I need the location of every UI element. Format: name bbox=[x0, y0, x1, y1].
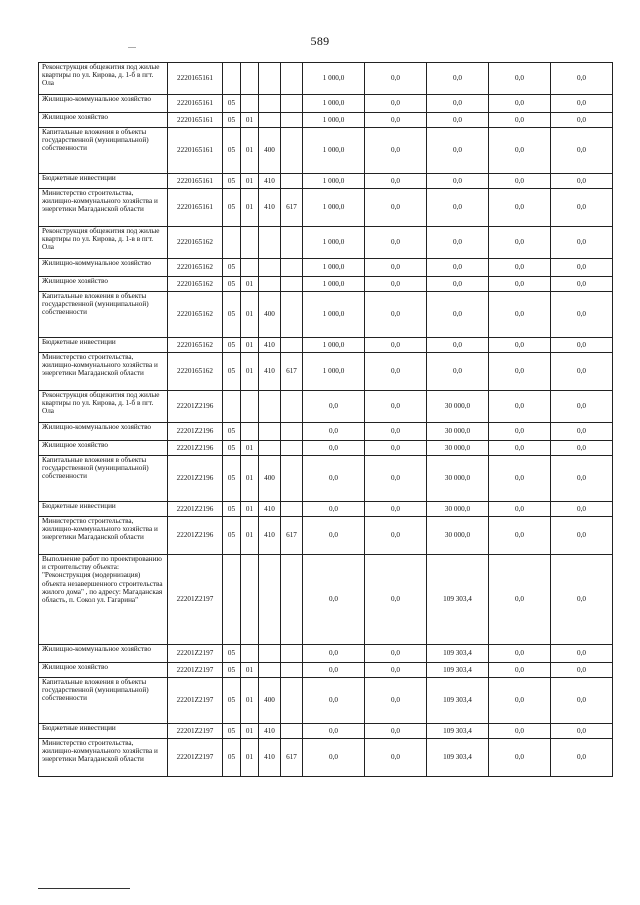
target-article-code: 22201Z2196 bbox=[168, 441, 223, 456]
row-name: Министерство строительства, жилищно-коммунального хозяйства и энергетики Магаданской области bbox=[39, 739, 168, 777]
table-row bbox=[39, 739, 613, 777]
expense-type-code: 400 bbox=[259, 456, 281, 502]
section-code: 05 bbox=[223, 113, 241, 128]
amount-col-5: 0,0 bbox=[551, 128, 613, 174]
amount-col-4: 0,0 bbox=[489, 95, 551, 113]
administrator-code bbox=[281, 456, 303, 502]
section-code: 05 bbox=[223, 724, 241, 739]
expense-type-code bbox=[259, 259, 281, 277]
section-code bbox=[223, 391, 241, 423]
section-code: 05 bbox=[223, 739, 241, 777]
amount-col-3: 30 000,0 bbox=[427, 456, 489, 502]
row-name: Жилищно-коммунальное хозяйство bbox=[39, 259, 168, 277]
target-article-code: 2220165161 bbox=[168, 113, 223, 128]
amount-col-3: 109 303,4 bbox=[427, 724, 489, 739]
subsection-code bbox=[241, 227, 259, 259]
target-article-code: 2220165161 bbox=[168, 174, 223, 189]
administrator-code bbox=[281, 227, 303, 259]
subsection-code bbox=[241, 555, 259, 645]
amount-col-3: 0,0 bbox=[427, 113, 489, 128]
amount-col-4: 0,0 bbox=[489, 555, 551, 645]
row-name: Реконструкция общежития под жилые квартиры по ул. Кирова, д. 1-б в пгт. Ола bbox=[39, 63, 168, 95]
expense-type-code bbox=[259, 441, 281, 456]
amount-col-5: 0,0 bbox=[551, 441, 613, 456]
administrator-code bbox=[281, 555, 303, 645]
expense-type-code bbox=[259, 277, 281, 292]
amount-col-1: 1 000,0 bbox=[303, 292, 365, 338]
expense-type-code bbox=[259, 95, 281, 113]
target-article-code: 2220165161 bbox=[168, 128, 223, 174]
row-name: Жилищно-коммунальное хозяйство bbox=[39, 95, 168, 113]
amount-col-3: 0,0 bbox=[427, 259, 489, 277]
administrator-code bbox=[281, 292, 303, 338]
amount-col-1: 1 000,0 bbox=[303, 353, 365, 391]
target-article-code: 2220165162 bbox=[168, 277, 223, 292]
amount-col-2: 0,0 bbox=[365, 227, 427, 259]
amount-col-4: 0,0 bbox=[489, 259, 551, 277]
amount-col-1: 1 000,0 bbox=[303, 128, 365, 174]
amount-col-3: 0,0 bbox=[427, 63, 489, 95]
target-article-code: 22201Z2197 bbox=[168, 663, 223, 678]
target-article-code: 22201Z2197 bbox=[168, 555, 223, 645]
amount-col-2: 0,0 bbox=[365, 259, 427, 277]
administrator-code bbox=[281, 277, 303, 292]
administrator-code: 617 bbox=[281, 517, 303, 555]
amount-col-3: 0,0 bbox=[427, 338, 489, 353]
table-row bbox=[39, 189, 613, 227]
administrator-code bbox=[281, 113, 303, 128]
amount-col-3: 109 303,4 bbox=[427, 645, 489, 663]
amount-col-4: 0,0 bbox=[489, 645, 551, 663]
section-code: 05 bbox=[223, 678, 241, 724]
amount-col-1: 0,0 bbox=[303, 456, 365, 502]
amount-col-1: 0,0 bbox=[303, 517, 365, 555]
amount-col-5: 0,0 bbox=[551, 292, 613, 338]
amount-col-1: 1 000,0 bbox=[303, 174, 365, 189]
amount-col-5: 0,0 bbox=[551, 517, 613, 555]
section-code: 05 bbox=[223, 338, 241, 353]
row-name: Жилищное хозяйство bbox=[39, 113, 168, 128]
row-name: Жилищное хозяйство bbox=[39, 663, 168, 678]
amount-col-2: 0,0 bbox=[365, 174, 427, 189]
amount-col-4: 0,0 bbox=[489, 739, 551, 777]
administrator-code: 617 bbox=[281, 353, 303, 391]
expense-type-code bbox=[259, 663, 281, 678]
amount-col-2: 0,0 bbox=[365, 113, 427, 128]
amount-col-5: 0,0 bbox=[551, 277, 613, 292]
row-name: Бюджетные инвестиции bbox=[39, 338, 168, 353]
table-row bbox=[39, 724, 613, 739]
section-code: 05 bbox=[223, 189, 241, 227]
table-row bbox=[39, 456, 613, 502]
page-number: 589 bbox=[310, 34, 330, 48]
amount-col-1: 1 000,0 bbox=[303, 113, 365, 128]
amount-col-4: 0,0 bbox=[489, 502, 551, 517]
row-name: Выполнение работ по проектированию и строительству объекта: "Реконструкция (модернизация) объекта незавершенного строительства жилого дома" , по адресу: Магаданская область, п. Сокол ул. Гагарина" bbox=[39, 555, 168, 645]
expense-type-code: 400 bbox=[259, 292, 281, 338]
target-article-code: 2220165162 bbox=[168, 353, 223, 391]
amount-col-3: 109 303,4 bbox=[427, 555, 489, 645]
subsection-code bbox=[241, 95, 259, 113]
amount-col-3: 0,0 bbox=[427, 227, 489, 259]
expense-type-code: 410 bbox=[259, 338, 281, 353]
amount-col-5: 0,0 bbox=[551, 456, 613, 502]
expense-type-code: 410 bbox=[259, 724, 281, 739]
section-code: 05 bbox=[223, 128, 241, 174]
administrator-code bbox=[281, 663, 303, 678]
amount-col-1: 1 000,0 bbox=[303, 63, 365, 95]
administrator-code bbox=[281, 63, 303, 95]
amount-col-5: 0,0 bbox=[551, 95, 613, 113]
amount-col-2: 0,0 bbox=[365, 391, 427, 423]
amount-col-1: 0,0 bbox=[303, 678, 365, 724]
amount-col-5: 0,0 bbox=[551, 555, 613, 645]
amount-col-4: 0,0 bbox=[489, 277, 551, 292]
row-name: Капитальные вложения в объекты государственной (муниципальной) собственности bbox=[39, 456, 168, 502]
subsection-code bbox=[241, 645, 259, 663]
table-row bbox=[39, 502, 613, 517]
amount-col-2: 0,0 bbox=[365, 517, 427, 555]
amount-col-5: 0,0 bbox=[551, 678, 613, 724]
amount-col-2: 0,0 bbox=[365, 63, 427, 95]
amount-col-2: 0,0 bbox=[365, 555, 427, 645]
section-code: 05 bbox=[223, 95, 241, 113]
amount-col-1: 0,0 bbox=[303, 739, 365, 777]
amount-col-4: 0,0 bbox=[489, 128, 551, 174]
administrator-code: 617 bbox=[281, 739, 303, 777]
target-article-code: 22201Z2196 bbox=[168, 517, 223, 555]
table-row bbox=[39, 174, 613, 189]
amount-col-5: 0,0 bbox=[551, 63, 613, 95]
target-article-code: 22201Z2197 bbox=[168, 724, 223, 739]
row-name: Жилищно-коммунальное хозяйство bbox=[39, 423, 168, 441]
amount-col-2: 0,0 bbox=[365, 739, 427, 777]
amount-col-2: 0,0 bbox=[365, 502, 427, 517]
amount-col-4: 0,0 bbox=[489, 456, 551, 502]
amount-col-1: 1 000,0 bbox=[303, 227, 365, 259]
expense-type-code: 400 bbox=[259, 678, 281, 724]
section-code: 05 bbox=[223, 517, 241, 555]
subsection-code: 01 bbox=[241, 353, 259, 391]
section-code: 05 bbox=[223, 292, 241, 338]
subsection-code bbox=[241, 63, 259, 95]
amount-col-2: 0,0 bbox=[365, 338, 427, 353]
administrator-code bbox=[281, 423, 303, 441]
row-name: Капитальные вложения в объекты государственной (муниципальной) собственности bbox=[39, 128, 168, 174]
amount-col-5: 0,0 bbox=[551, 663, 613, 678]
subsection-code bbox=[241, 259, 259, 277]
section-code: 05 bbox=[223, 353, 241, 391]
administrator-code bbox=[281, 441, 303, 456]
amount-col-5: 0,0 bbox=[551, 113, 613, 128]
amount-col-3: 109 303,4 bbox=[427, 663, 489, 678]
amount-col-1: 1 000,0 bbox=[303, 95, 365, 113]
expense-type-code bbox=[259, 645, 281, 663]
table-row bbox=[39, 277, 613, 292]
subsection-code: 01 bbox=[241, 441, 259, 456]
table-row bbox=[39, 517, 613, 555]
amount-col-3: 0,0 bbox=[427, 128, 489, 174]
target-article-code: 22201Z2196 bbox=[168, 391, 223, 423]
amount-col-1: 0,0 bbox=[303, 555, 365, 645]
row-name: Министерство строительства, жилищно-коммунального хозяйства и энергетики Магаданской области bbox=[39, 189, 168, 227]
table-row bbox=[39, 423, 613, 441]
amount-col-5: 0,0 bbox=[551, 353, 613, 391]
table-row bbox=[39, 391, 613, 423]
administrator-code bbox=[281, 645, 303, 663]
amount-col-4: 0,0 bbox=[489, 663, 551, 678]
subsection-code: 01 bbox=[241, 277, 259, 292]
amount-col-3: 109 303,4 bbox=[427, 739, 489, 777]
amount-col-3: 30 000,0 bbox=[427, 502, 489, 517]
amount-col-5: 0,0 bbox=[551, 259, 613, 277]
amount-col-1: 1 000,0 bbox=[303, 259, 365, 277]
amount-col-5: 0,0 bbox=[551, 645, 613, 663]
amount-col-4: 0,0 bbox=[489, 63, 551, 95]
amount-col-2: 0,0 bbox=[365, 441, 427, 456]
row-name: Министерство строительства, жилищно-коммунального хозяйства и энергетики Магаданской области bbox=[39, 353, 168, 391]
subsection-code: 01 bbox=[241, 174, 259, 189]
target-article-code: 2220165161 bbox=[168, 95, 223, 113]
administrator-code bbox=[281, 128, 303, 174]
amount-col-1: 0,0 bbox=[303, 724, 365, 739]
row-name: Бюджетные инвестиции bbox=[39, 724, 168, 739]
amount-col-1: 1 000,0 bbox=[303, 338, 365, 353]
amount-col-4: 0,0 bbox=[489, 678, 551, 724]
target-article-code: 22201Z2197 bbox=[168, 739, 223, 777]
amount-col-3: 109 303,4 bbox=[427, 678, 489, 724]
subsection-code: 01 bbox=[241, 663, 259, 678]
expense-type-code bbox=[259, 391, 281, 423]
amount-col-1: 0,0 bbox=[303, 502, 365, 517]
expense-type-code: 410 bbox=[259, 502, 281, 517]
target-article-code: 2220165162 bbox=[168, 259, 223, 277]
administrator-code bbox=[281, 724, 303, 739]
amount-col-2: 0,0 bbox=[365, 645, 427, 663]
amount-col-4: 0,0 bbox=[489, 441, 551, 456]
subsection-code: 01 bbox=[241, 113, 259, 128]
amount-col-1: 1 000,0 bbox=[303, 189, 365, 227]
table-row bbox=[39, 128, 613, 174]
table-row bbox=[39, 555, 613, 645]
subsection-code bbox=[241, 391, 259, 423]
administrator-code bbox=[281, 338, 303, 353]
target-article-code: 2220165162 bbox=[168, 227, 223, 259]
amount-col-4: 0,0 bbox=[489, 423, 551, 441]
table-row bbox=[39, 663, 613, 678]
expense-type-code bbox=[259, 63, 281, 95]
subsection-code: 01 bbox=[241, 502, 259, 517]
amount-col-2: 0,0 bbox=[365, 95, 427, 113]
subsection-code: 01 bbox=[241, 456, 259, 502]
expense-type-code bbox=[259, 423, 281, 441]
amount-col-2: 0,0 bbox=[365, 277, 427, 292]
section-code bbox=[223, 555, 241, 645]
expense-type-code: 410 bbox=[259, 517, 281, 555]
row-name: Жилищное хозяйство bbox=[39, 277, 168, 292]
section-code: 05 bbox=[223, 277, 241, 292]
amount-col-3: 30 000,0 bbox=[427, 517, 489, 555]
amount-col-2: 0,0 bbox=[365, 189, 427, 227]
amount-col-2: 0,0 bbox=[365, 663, 427, 678]
amount-col-2: 0,0 bbox=[365, 456, 427, 502]
expense-type-code: 410 bbox=[259, 739, 281, 777]
amount-col-2: 0,0 bbox=[365, 128, 427, 174]
amount-col-4: 0,0 bbox=[489, 292, 551, 338]
section-code bbox=[223, 63, 241, 95]
amount-col-1: 0,0 bbox=[303, 663, 365, 678]
expense-type-code: 410 bbox=[259, 174, 281, 189]
table-row bbox=[39, 645, 613, 663]
amount-col-2: 0,0 bbox=[365, 353, 427, 391]
target-article-code: 2220165161 bbox=[168, 63, 223, 95]
amount-col-3: 30 000,0 bbox=[427, 391, 489, 423]
amount-col-1: 0,0 bbox=[303, 423, 365, 441]
row-name: Реконструкция общежития под жилые квартиры по ул. Кирова, д. 1-б в пгт. Ола bbox=[39, 391, 168, 423]
target-article-code: 22201Z2197 bbox=[168, 645, 223, 663]
administrator-code bbox=[281, 174, 303, 189]
amount-col-2: 0,0 bbox=[365, 292, 427, 338]
subsection-code: 01 bbox=[241, 128, 259, 174]
row-name: Жилищно-коммунальное хозяйство bbox=[39, 645, 168, 663]
row-name: Капитальные вложения в объекты государственной (муниципальной) собственности bbox=[39, 678, 168, 724]
amount-col-4: 0,0 bbox=[489, 227, 551, 259]
target-article-code: 2220165162 bbox=[168, 292, 223, 338]
row-name: Реконструкция общежития под жилые квартиры по ул. Кирова, д. 1-в в пгт. Ола bbox=[39, 227, 168, 259]
subsection-code: 01 bbox=[241, 189, 259, 227]
row-name: Министерство строительства, жилищно-коммунального хозяйства и энергетики Магаданской области bbox=[39, 517, 168, 555]
amount-col-5: 0,0 bbox=[551, 391, 613, 423]
subsection-code: 01 bbox=[241, 338, 259, 353]
target-article-code: 2220165162 bbox=[168, 338, 223, 353]
amount-col-4: 0,0 bbox=[489, 174, 551, 189]
amount-col-5: 0,0 bbox=[551, 227, 613, 259]
subsection-code: 01 bbox=[241, 678, 259, 724]
target-article-code: 22201Z2196 bbox=[168, 456, 223, 502]
section-code: 05 bbox=[223, 423, 241, 441]
amount-col-3: 30 000,0 bbox=[427, 423, 489, 441]
table-row bbox=[39, 353, 613, 391]
section-code bbox=[223, 227, 241, 259]
amount-col-5: 0,0 bbox=[551, 739, 613, 777]
subsection-code: 01 bbox=[241, 724, 259, 739]
administrator-code bbox=[281, 259, 303, 277]
expense-type-code bbox=[259, 555, 281, 645]
subsection-code: 01 bbox=[241, 739, 259, 777]
administrator-code bbox=[281, 678, 303, 724]
amount-col-3: 0,0 bbox=[427, 189, 489, 227]
amount-col-3: 0,0 bbox=[427, 277, 489, 292]
amount-col-3: 0,0 bbox=[427, 292, 489, 338]
section-code: 05 bbox=[223, 502, 241, 517]
section-code: 05 bbox=[223, 645, 241, 663]
administrator-code bbox=[281, 95, 303, 113]
amount-col-4: 0,0 bbox=[489, 338, 551, 353]
expense-type-code: 400 bbox=[259, 128, 281, 174]
table-row bbox=[39, 259, 613, 277]
amount-col-5: 0,0 bbox=[551, 174, 613, 189]
row-name: Бюджетные инвестиции bbox=[39, 174, 168, 189]
amount-col-2: 0,0 bbox=[365, 678, 427, 724]
amount-col-3: 0,0 bbox=[427, 95, 489, 113]
amount-col-3: 30 000,0 bbox=[427, 441, 489, 456]
amount-col-4: 0,0 bbox=[489, 517, 551, 555]
amount-col-5: 0,0 bbox=[551, 724, 613, 739]
subsection-code: 01 bbox=[241, 517, 259, 555]
amount-col-5: 0,0 bbox=[551, 502, 613, 517]
row-name: Жилищное хозяйство bbox=[39, 441, 168, 456]
amount-col-4: 0,0 bbox=[489, 353, 551, 391]
administrator-code: 617 bbox=[281, 189, 303, 227]
target-article-code: 22201Z2196 bbox=[168, 502, 223, 517]
table-row bbox=[39, 95, 613, 113]
administrator-code bbox=[281, 502, 303, 517]
table-row bbox=[39, 292, 613, 338]
section-code: 05 bbox=[223, 441, 241, 456]
budget-table-body bbox=[39, 63, 613, 777]
amount-col-2: 0,0 bbox=[365, 724, 427, 739]
section-code: 05 bbox=[223, 456, 241, 502]
amount-col-1: 0,0 bbox=[303, 441, 365, 456]
table-row bbox=[39, 338, 613, 353]
row-name: Капитальные вложения в объекты государственной (муниципальной) собственности bbox=[39, 292, 168, 338]
amount-col-4: 0,0 bbox=[489, 724, 551, 739]
amount-col-5: 0,0 bbox=[551, 423, 613, 441]
section-code: 05 bbox=[223, 663, 241, 678]
footnote-divider bbox=[38, 888, 130, 889]
amount-col-4: 0,0 bbox=[489, 189, 551, 227]
table-row bbox=[39, 441, 613, 456]
amount-col-3: 0,0 bbox=[427, 174, 489, 189]
expense-type-code bbox=[259, 113, 281, 128]
expense-type-code bbox=[259, 227, 281, 259]
table-row bbox=[39, 227, 613, 259]
administrator-code bbox=[281, 391, 303, 423]
subsection-code: 01 bbox=[241, 292, 259, 338]
amount-col-3: 0,0 bbox=[427, 353, 489, 391]
amount-col-1: 0,0 bbox=[303, 391, 365, 423]
target-article-code: 22201Z2197 bbox=[168, 678, 223, 724]
section-code: 05 bbox=[223, 259, 241, 277]
target-article-code: 22201Z2196 bbox=[168, 423, 223, 441]
amount-col-1: 1 000,0 bbox=[303, 277, 365, 292]
subsection-code bbox=[241, 423, 259, 441]
amount-col-2: 0,0 bbox=[365, 423, 427, 441]
amount-col-5: 0,0 bbox=[551, 338, 613, 353]
table-row bbox=[39, 113, 613, 128]
table-row bbox=[39, 63, 613, 95]
amount-col-4: 0,0 bbox=[489, 391, 551, 423]
target-article-code: 2220165161 bbox=[168, 189, 223, 227]
expense-type-code: 410 bbox=[259, 353, 281, 391]
amount-col-1: 0,0 bbox=[303, 645, 365, 663]
row-name: Бюджетные инвестиции bbox=[39, 502, 168, 517]
budget-table-container bbox=[38, 62, 612, 777]
budget-table bbox=[38, 62, 613, 777]
table-row bbox=[39, 678, 613, 724]
expense-type-code: 410 bbox=[259, 189, 281, 227]
section-code: 05 bbox=[223, 174, 241, 189]
amount-col-4: 0,0 bbox=[489, 113, 551, 128]
amount-col-5: 0,0 bbox=[551, 189, 613, 227]
